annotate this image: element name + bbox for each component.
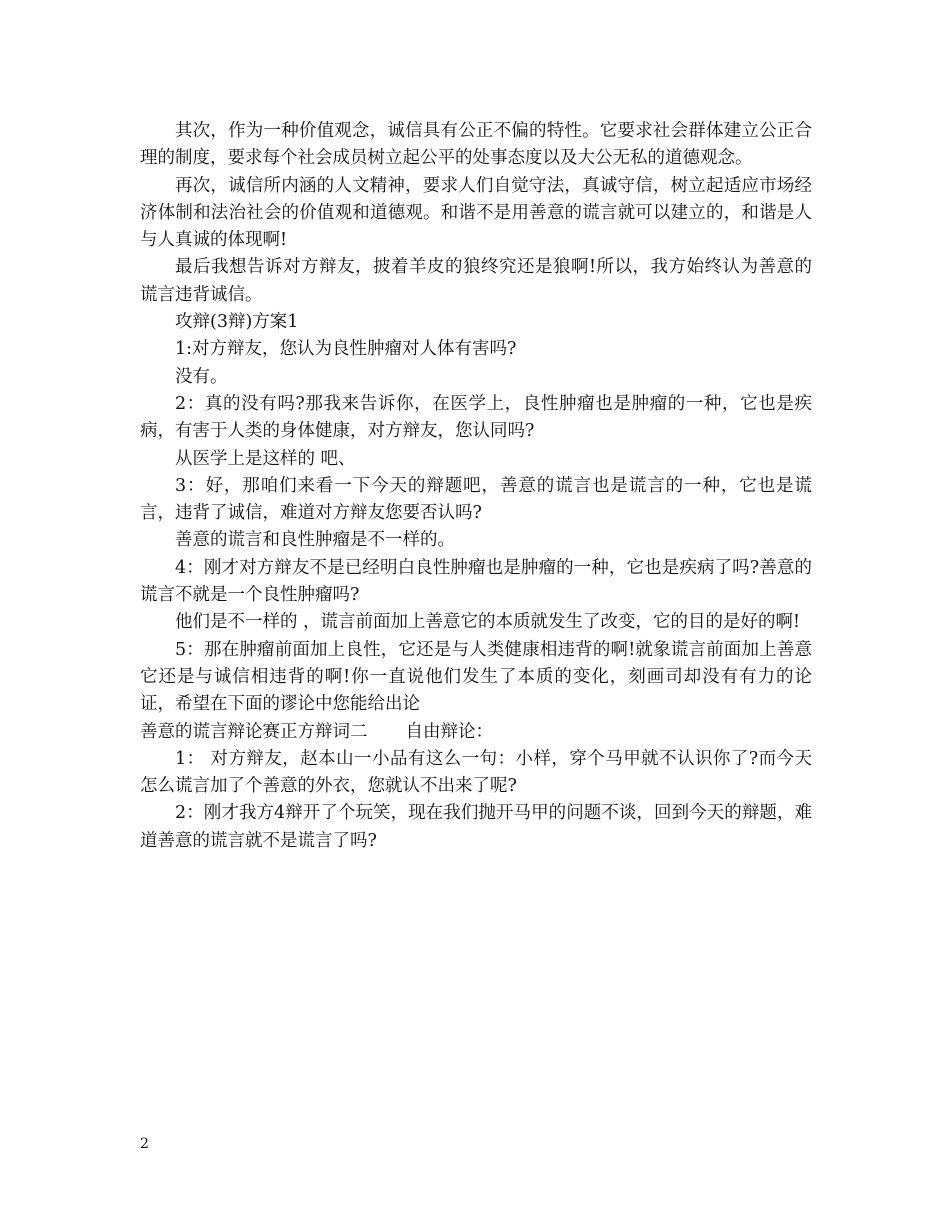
question-5: 5：那在肿瘤前面加上良性，它还是与人类健康相违背的啊!就象谎言前面加上善意它还是与诚信相违背的啊!你一直说他们发生了本质的变化，刻画司却没有有力的论证，希望在下面的谬论中您能给出论	[140, 639, 812, 715]
document-body	[140, 118, 812, 855]
section-heading	[140, 719, 812, 746]
free-debate-1: 1： 对方辩友，赵本山一小品有这么一句：小样，穿个马甲就不认识你了?而今天怎么谎言加了个善意的外衣，您就认不出来了呢?	[140, 748, 812, 797]
answer-4: 他们是不一样的 ，谎言前面加上善意它的本质就发生了改变，它的目的是好的啊!	[175, 612, 801, 633]
answer-3: 善意的谎言和良性肿瘤是不一样的。	[175, 530, 455, 551]
question-3: 3：好，那咱们来看一下今天的辩题吧，善意的谎言也是谎言的一种，它也是谎言，违背了诚信，难道对方辩友您要否认吗?	[140, 475, 812, 524]
question-2: 2：真的没有吗?那我来告诉你，在医学上，良性肿瘤也是肿瘤的一种，它也是疾病，有害于人类的身体健康，对方辩友，您认同吗?	[140, 393, 812, 442]
section-heading-title: 善意的谎言辩论赛正方辩词二	[140, 721, 368, 742]
section-heading-subtitle: 自由辩论：	[405, 721, 493, 742]
paragraph-conclusion: 最后我想告诉对方辩友，披着羊皮的狼终究还是狼啊!所以，我方始终认为善意的谎言违背诚信。	[140, 257, 812, 305]
paragraph-humanistic-spirit: 再次，诚信所内涵的人文精神，要求人们自觉守法，真诚守信，树立起适应市场经济体制和法治社会的价值观和道德观。和谐不是用善意的谎言就可以建立的，和谐是人与人真诚的体现啊!	[140, 175, 812, 251]
question-1: 1:对方辩友，您认为良性肿瘤对人体有害吗?	[175, 339, 517, 360]
cross-exam-title: 攻辩(3辩)方案1	[175, 312, 299, 333]
free-debate-2: 2：刚才我方4辩开了个玩笑，现在我们抛开马甲的问题不谈，回到今天的辩题，难道善意的谎言就不是谎言了吗?	[140, 803, 812, 851]
answer-2: 从医学上是这样的 吧、	[175, 448, 356, 469]
paragraph-integrity-fairness: 其次，作为一种价值观念，诚信具有公正不偏的特性。它要求社会群体建立公正合理的制度，要求每个社会成员树立起公平的处事态度以及大公无私的道德观念。	[140, 121, 812, 169]
question-4: 4：刚才对方辩友不是已经明白良性肿瘤也是肿瘤的一种，它也是疾病了吗?善意的谎言不就是一个良性肿瘤吗?	[140, 557, 812, 606]
page-number: 2	[140, 1136, 149, 1152]
answer-1: 没有。	[175, 366, 228, 387]
